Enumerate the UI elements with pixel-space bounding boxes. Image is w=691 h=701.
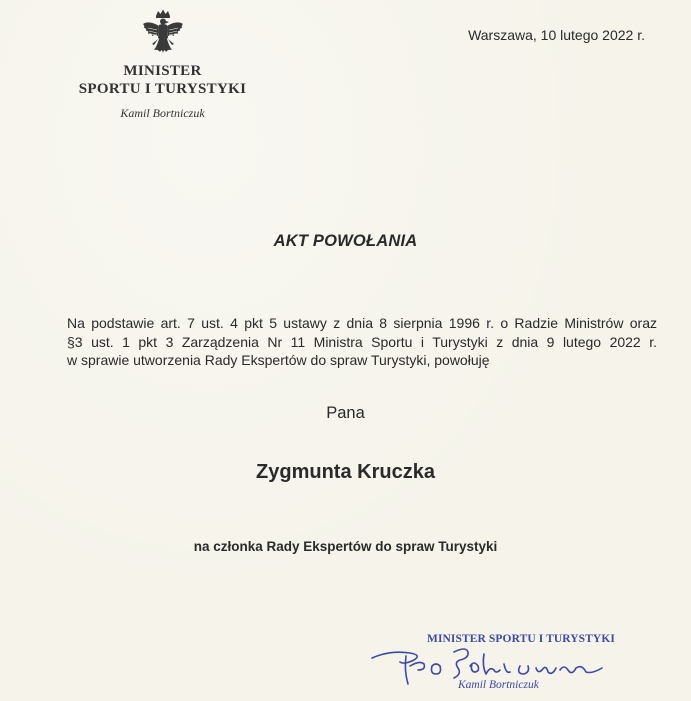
document-title: AKT POWOŁANIA — [273, 232, 418, 250]
body-line: §3 ust. 1 pkt 3 Zarządzenia Nr 11 Ministra Sportu i Turystyki z dnia 9 lutego 2022 r. — [67, 333, 657, 350]
minister-header — [60, 62, 265, 121]
minister-title-line1: MINISTER — [123, 63, 202, 79]
stamp-name: Kamil Bortniczuk — [458, 679, 539, 691]
document-date: Warszawa, 10 lutego 2022 r. — [468, 27, 645, 43]
salutation: Pana — [326, 404, 365, 422]
appointee-name: Zygmunta Kruczka — [256, 461, 435, 483]
stamp-title: MINISTER SPORTU I TURYSTYKI — [427, 633, 615, 645]
minister-name: Kamil Bortniczuk — [120, 106, 205, 120]
minister-title-line2: SPORTU I TURYSTYKI — [78, 81, 247, 97]
polish-eagle-crest-icon — [139, 8, 187, 58]
appointed-role: na członka Rady Ekspertów do spraw Turystyki — [193, 539, 498, 554]
document-body — [67, 314, 657, 370]
body-line: Na podstawie art. 7 ust. 4 pkt 5 ustawy z dnia 8 sierpnia 1996 r. o Radzie Ministrów oraz — [67, 315, 657, 331]
body-line: w sprawie utworzenia Rady Ekspertów do spraw Turystyki, powołuję — [67, 352, 490, 368]
